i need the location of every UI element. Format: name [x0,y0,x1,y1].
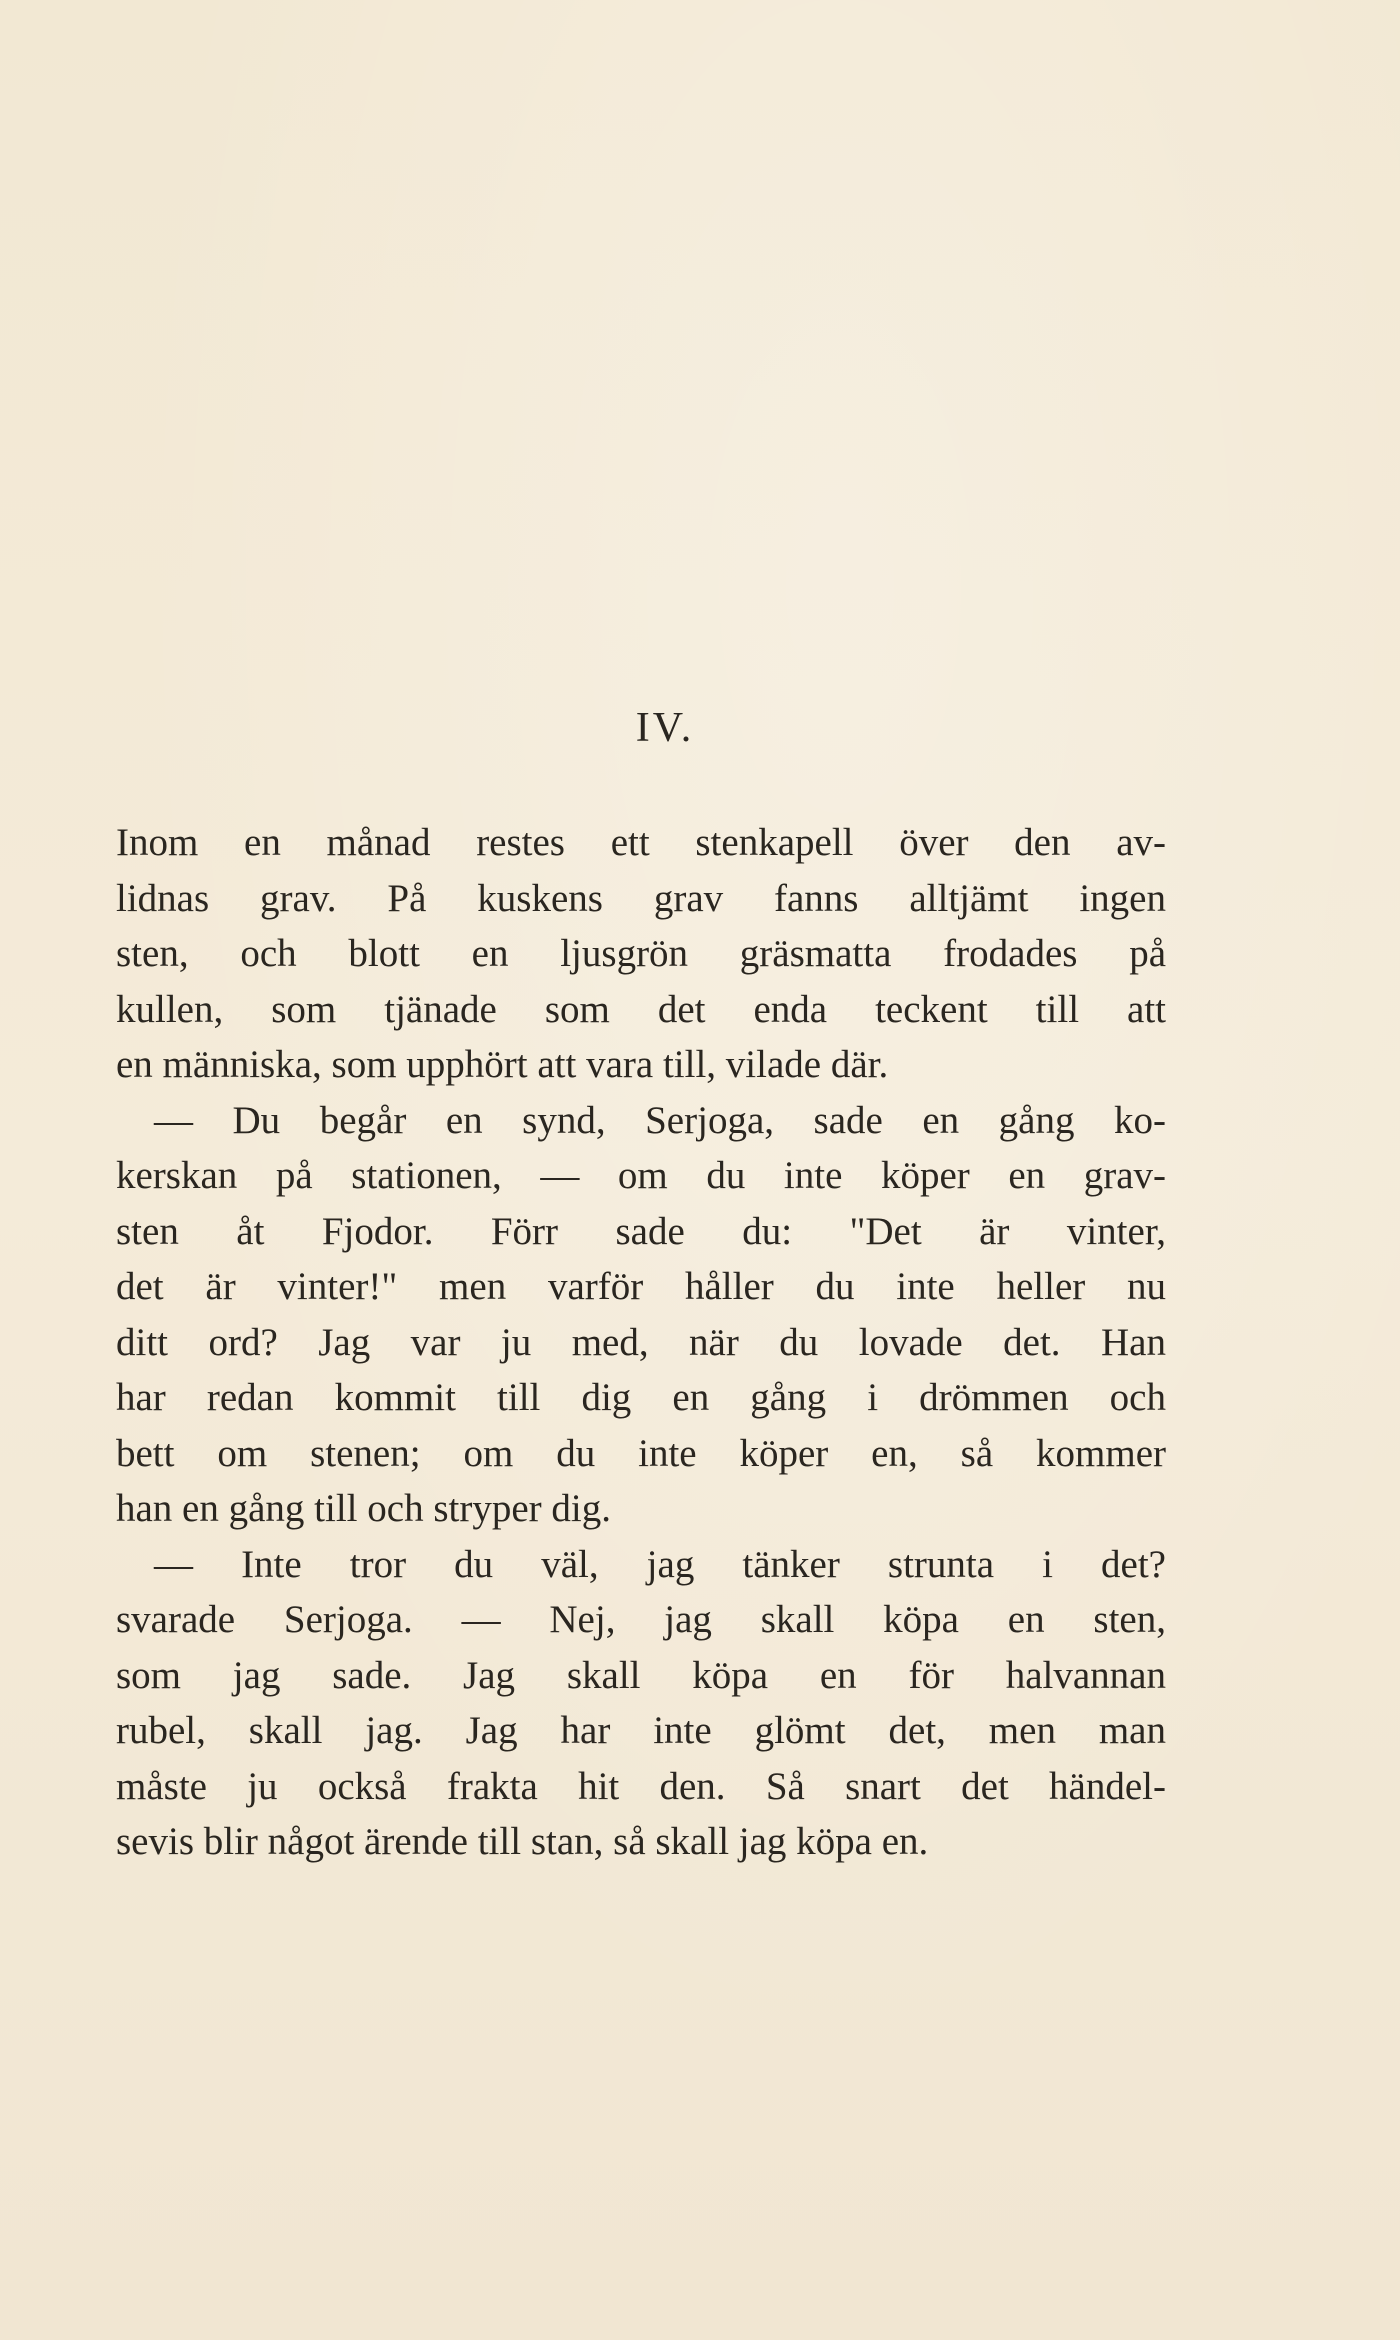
text-line: Inom en månad restes ett stenkapell över den av- [116,821,1166,864]
text-line: som jag sade. Jag skall köpa en för halvannan [116,1653,1166,1697]
text-line: — Inte tror du väl, jag tänker strunta i det? [154,1542,1166,1586]
text-line: svarade Serjoga. — Nej, jag skall köpa en sten, [116,1598,1166,1641]
text-line: det är vinter!" men varför håller du inte heller nu [116,1265,1166,1308]
text-line: kerskan på stationen, — om du inte köper en grav- [116,1154,1166,1197]
chapter-heading: IV. [635,705,695,751]
text-line: sten åt Fjodor. Förr sade du: "Det är vinter, [116,1209,1166,1253]
text-line: — Du begår en synd, Serjoga, sade en gång ko- [154,1098,1166,1142]
text-line: lidnas grav. På kuskens grav fanns alltjämt ingen [116,876,1166,920]
text-line: bett om stenen; om du inte köper en, så kommer [116,1431,1166,1475]
text-line: måste ju också frakta hit den. Så snart det händel- [116,1764,1166,1808]
text-line: en människa, som upphört att vara till, vilade där. [116,1043,889,1086]
text-line: kullen, som tjänade som det enda teckent till att [116,987,1166,1031]
text-line: har redan kommit till dig en gång i drömmen och [116,1376,1166,1419]
body-text [116,815,1166,1870]
text-line: rubel, skall jag. Jag har inte glömt det, men man [116,1709,1166,1752]
text-line: sevis blir något ärende till stan, så skall jag köpa en. [116,1820,929,1863]
text-line: sten, och blott en ljusgrön gräsmatta frodades på [116,932,1166,975]
text-line: han en gång till och stryper dig. [116,1487,611,1530]
text-line: ditt ord? Jag var ju med, när du lovade det. Han [116,1320,1166,1364]
